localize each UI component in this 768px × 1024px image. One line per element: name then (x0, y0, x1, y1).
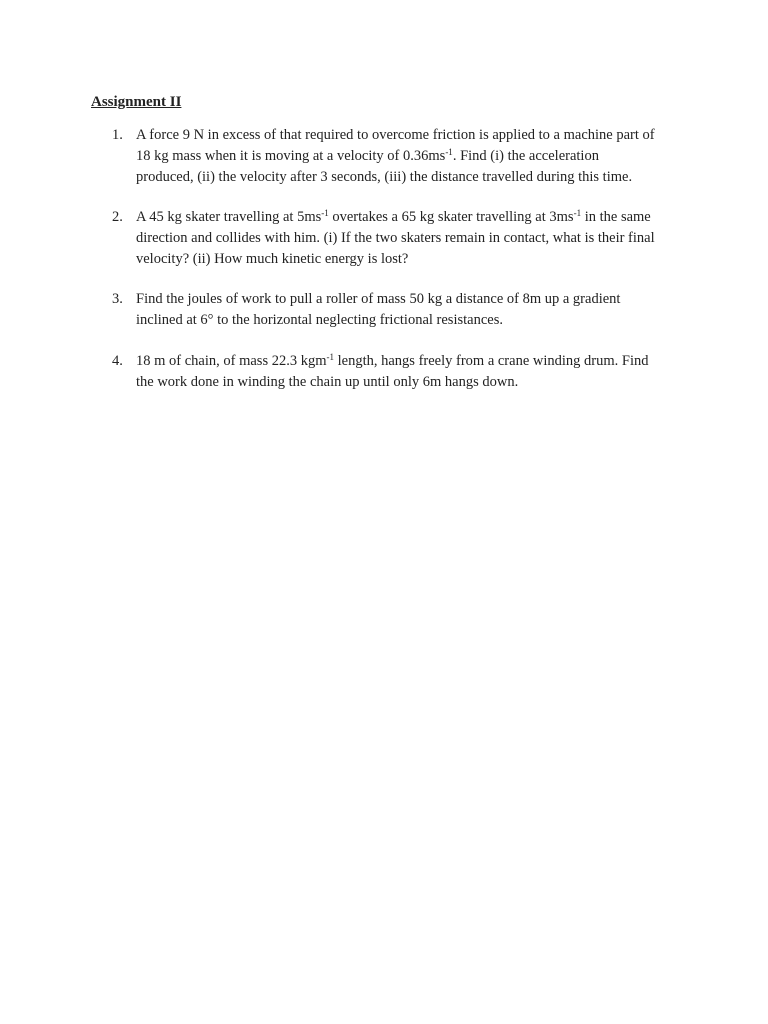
question-line (136, 146, 692, 167)
question-line: A force 9 N in excess of that required to overcome friction is applied to a machine part of (136, 127, 655, 143)
question-number: 4. (112, 353, 123, 369)
question-number: 2. (112, 209, 123, 225)
question-number: 1. (112, 127, 123, 143)
question-number: 3. (112, 291, 123, 307)
question-text (136, 289, 692, 331)
assignment-title: Assignment II (91, 94, 182, 110)
question-line: produced, (ii) the velocity after 3 seconds, (iii) the distance travelled during this time. (136, 169, 633, 185)
text-fragment: 18 kg mass when it is moving at a velocity of 0.36ms (136, 148, 446, 164)
text-fragment: 18 m of chain, of mass 22.3 kgm (136, 353, 327, 369)
superscript: -1 (326, 352, 334, 362)
question-line: the work done in winding the chain up until only 6m hangs down. (136, 374, 519, 390)
text-fragment: in the same (581, 209, 651, 225)
text-fragment: . Find (i) the acceleration (452, 148, 599, 164)
question-line (136, 351, 692, 372)
superscript: -1 (321, 208, 329, 218)
question-3 (112, 289, 692, 331)
superscript: -1 (573, 208, 582, 218)
question-2 (112, 207, 692, 270)
question-line: direction and collides with him. (i) If the two skaters remain in contact, what is their final (136, 230, 655, 246)
text-fragment: overtakes a 65 kg skater travelling at 3ms (328, 209, 574, 225)
superscript: -1 (445, 147, 453, 157)
question-line (136, 207, 692, 228)
question-line: Find the joules of work to pull a roller of mass 50 kg a distance of 8m up a gradient (136, 291, 621, 307)
text-fragment: A 45 kg skater travelling at 5ms (136, 209, 322, 225)
question-line: inclined at 6° to the horizontal neglecting frictional resistances. (136, 312, 503, 328)
question-text (136, 351, 692, 393)
question-text (136, 207, 692, 270)
question-line: velocity? (ii) How much kinetic energy is lost? (136, 251, 409, 267)
question-1 (112, 125, 692, 188)
question-4 (112, 351, 692, 393)
text-fragment: length, hangs freely from a crane winding drum. Find (334, 353, 649, 369)
question-text (136, 125, 692, 188)
